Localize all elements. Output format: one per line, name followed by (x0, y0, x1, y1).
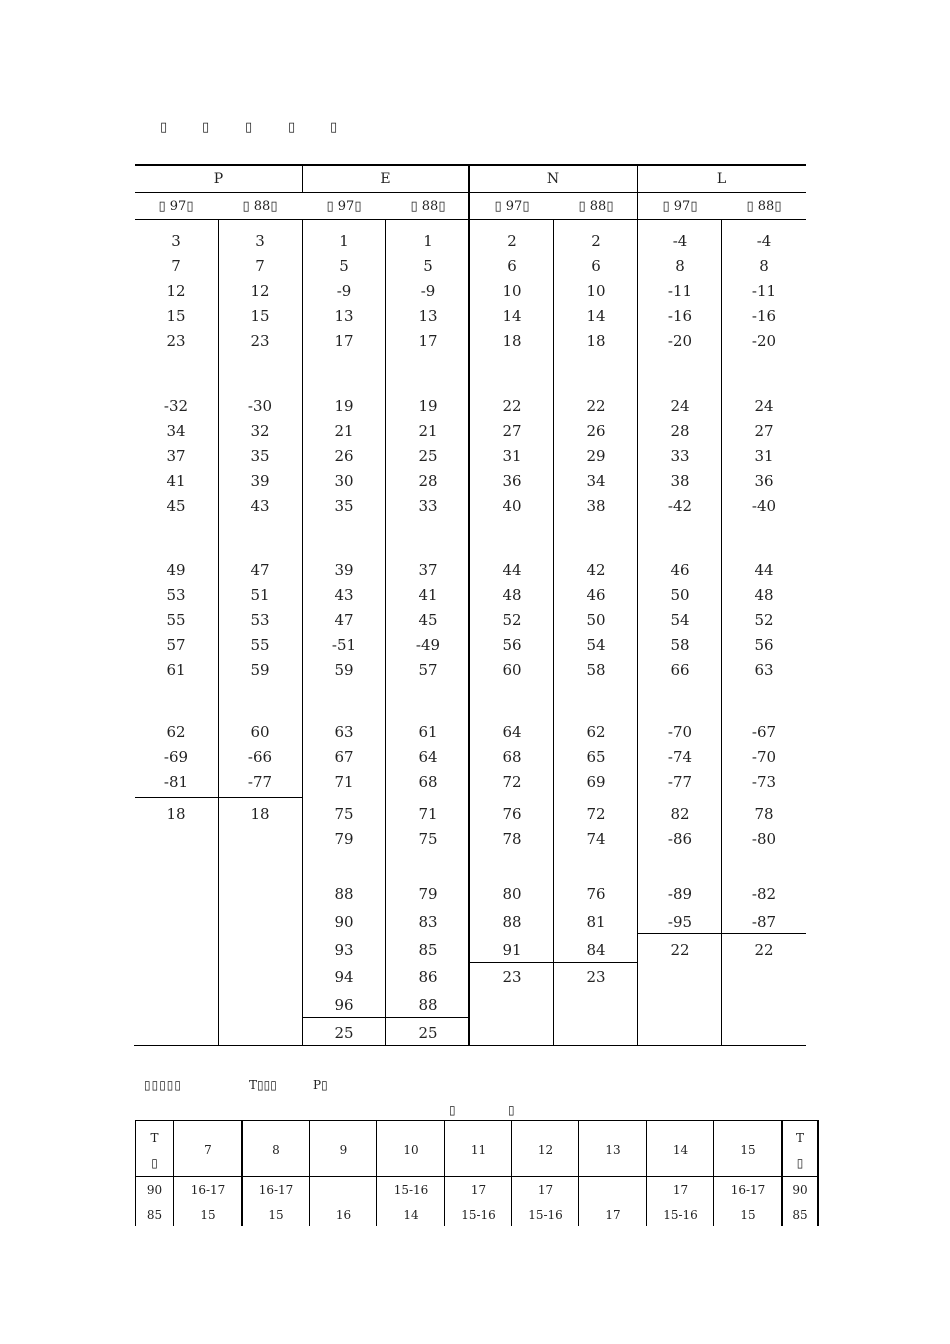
score-cell: 1 (339, 232, 349, 250)
score-cell: -51 (331, 636, 357, 654)
score-cell: 59 (334, 661, 354, 679)
total-cell: 22 (670, 941, 690, 959)
score-cell: 34 (586, 472, 606, 490)
row-t-value: 85 (146, 1208, 163, 1222)
table2-caption-t: T▯▯▯ (249, 1078, 277, 1092)
score-cell: 57 (166, 636, 186, 654)
score-cell: -42 (667, 497, 693, 515)
score-cell: 31 (502, 447, 522, 465)
score-cell: 79 (418, 885, 438, 903)
title-char: ▯ (288, 120, 296, 135)
total-cell: 18 (166, 805, 186, 823)
score-cell: 54 (670, 611, 690, 629)
score-cell: 38 (670, 472, 690, 490)
total-cell: 23 (586, 968, 606, 986)
score-cell: 68 (418, 773, 438, 791)
table2-right-rule (817, 1120, 819, 1226)
score-cell: 34 (166, 422, 186, 440)
score-cell: -11 (667, 282, 693, 300)
score-cell: -30 (247, 397, 273, 415)
score-cell: -77 (247, 773, 273, 791)
column-header: 8 (272, 1143, 280, 1157)
score-cell: 45 (418, 611, 438, 629)
score-cell: 72 (586, 805, 606, 823)
score-cell: 62 (586, 723, 606, 741)
column-header: 12 (537, 1143, 554, 1157)
score-cell: 41 (166, 472, 186, 490)
score-cell: -11 (751, 282, 777, 300)
norm-cell: 17 (470, 1183, 487, 1197)
score-cell: 47 (334, 611, 354, 629)
score-cell: 10 (586, 282, 606, 300)
score-cell: 8 (675, 257, 685, 275)
score-cell: 75 (334, 805, 354, 823)
score-cell: 10 (502, 282, 522, 300)
score-cell: 67 (334, 748, 354, 766)
score-cell: 55 (250, 636, 270, 654)
group-header-l: L (716, 171, 727, 187)
table2-top-rule (135, 1120, 818, 1121)
score-cell: 66 (670, 661, 690, 679)
norm-cell: 17 (605, 1208, 621, 1222)
score-cell: 19 (334, 397, 354, 415)
score-cell: 29 (586, 447, 606, 465)
score-cell: 81 (586, 913, 606, 931)
column-header: 10 (403, 1143, 419, 1157)
score-cell: 21 (418, 422, 438, 440)
norm-cell: 16-17 (190, 1183, 226, 1197)
score-cell: 51 (250, 586, 270, 604)
score-cell: 30 (334, 472, 354, 490)
table2-subcaption: ▯ (508, 1103, 515, 1117)
score-cell: 62 (166, 723, 186, 741)
score-cell: 35 (250, 447, 270, 465)
norm-cell: 15-16 (393, 1183, 429, 1197)
score-cell: 78 (502, 830, 522, 848)
score-cell: 88 (418, 996, 438, 1014)
score-cell: 75 (418, 830, 438, 848)
score-cell: 15 (166, 307, 186, 325)
score-cell: 32 (250, 422, 270, 440)
score-cell: 96 (334, 996, 354, 1014)
score-cell: 22 (586, 397, 606, 415)
score-cell: -9 (336, 282, 352, 300)
score-cell: 50 (670, 586, 690, 604)
score-cell: 53 (250, 611, 270, 629)
score-cell: 33 (670, 447, 690, 465)
score-cell: 28 (418, 472, 438, 490)
table-bottom-rule (134, 1045, 806, 1046)
score-cell: 26 (334, 447, 354, 465)
score-cell: 37 (418, 561, 438, 579)
table2-header-rule (135, 1176, 818, 1177)
score-cell: 79 (334, 830, 354, 848)
score-cell: -20 (667, 332, 693, 350)
column-header: 11 (470, 1143, 487, 1157)
column-header: 14 (672, 1143, 689, 1157)
column-rule (302, 166, 303, 192)
column-header: 13 (605, 1143, 621, 1157)
score-cell: 60 (502, 661, 522, 679)
score-cell: 2 (507, 232, 517, 250)
score-cell: -70 (751, 748, 777, 766)
norm-cell: 16-17 (730, 1183, 766, 1197)
score-cell: 55 (166, 611, 186, 629)
score-cell: 14 (586, 307, 606, 325)
score-cell: 25 (418, 447, 438, 465)
norm-cell: 16-17 (258, 1183, 294, 1197)
score-cell: 28 (670, 422, 690, 440)
row-t-value: 90 (146, 1183, 163, 1197)
score-cell: 46 (586, 586, 606, 604)
score-cell: 5 (339, 257, 349, 275)
score-cell: 88 (334, 885, 354, 903)
score-cell: 44 (754, 561, 774, 579)
column-header: 15 (740, 1143, 756, 1157)
score-cell: 17 (418, 332, 438, 350)
score-cell: 52 (502, 611, 522, 629)
score-cell: 83 (418, 913, 438, 931)
score-cell: 39 (250, 472, 270, 490)
subheader: ▯ 88▯ (578, 199, 614, 214)
header-t-bottom: ▯ (151, 1156, 158, 1170)
score-cell: -32 (163, 397, 189, 415)
score-cell: -4 (756, 232, 772, 250)
score-cell: 22 (502, 397, 522, 415)
norm-cell: 17 (672, 1183, 689, 1197)
score-cell: 19 (418, 397, 438, 415)
score-cell: -20 (751, 332, 777, 350)
score-cell: 12 (166, 282, 186, 300)
column-header: 7 (204, 1143, 212, 1157)
score-cell: 23 (250, 332, 270, 350)
norm-cell: 15-16 (528, 1208, 563, 1222)
score-cell: 33 (418, 497, 438, 515)
score-cell: -4 (672, 232, 688, 250)
norm-cell: 14 (403, 1208, 419, 1222)
score-cell: 37 (166, 447, 186, 465)
score-cell: -9 (420, 282, 436, 300)
score-cell: 71 (418, 805, 438, 823)
subheader: ▯ 97▯ (494, 199, 530, 214)
score-cell: 88 (502, 913, 522, 931)
score-cell: 18 (586, 332, 606, 350)
score-cell: -16 (667, 307, 693, 325)
score-cell: 14 (502, 307, 522, 325)
score-cell: 56 (754, 636, 774, 654)
score-cell: 17 (334, 332, 354, 350)
score-cell: 18 (502, 332, 522, 350)
norm-cell: 15 (268, 1208, 284, 1222)
group-header-n: N (546, 171, 560, 187)
subheader: ▯ 88▯ (746, 199, 782, 214)
column-header: 9 (339, 1143, 348, 1157)
score-cell: 36 (502, 472, 522, 490)
score-cell: 64 (502, 723, 522, 741)
score-cell: -95 (667, 913, 693, 931)
score-cell: -69 (163, 748, 189, 766)
score-cell: 38 (586, 497, 606, 515)
header-t2-top: T (795, 1131, 804, 1145)
score-cell: -74 (667, 748, 693, 766)
title-char: ▯ (160, 120, 168, 135)
total-cell: 25 (334, 1024, 354, 1042)
score-cell: 31 (754, 447, 774, 465)
group-header-p: P (213, 171, 224, 187)
score-cell: 24 (670, 397, 690, 415)
score-cell: 85 (418, 941, 438, 959)
score-cell: 78 (754, 805, 774, 823)
score-cell: 3 (171, 232, 181, 250)
total-rule-e (302, 1017, 468, 1018)
score-cell: -87 (751, 913, 777, 931)
score-cell: 12 (250, 282, 270, 300)
score-cell: 39 (334, 561, 354, 579)
score-cell: -89 (667, 885, 693, 903)
score-cell: -81 (163, 773, 189, 791)
score-cell: 72 (502, 773, 522, 791)
score-cell: 8 (759, 257, 769, 275)
norm-cell: 16 (335, 1208, 352, 1222)
row-t2-value: 90 (792, 1183, 808, 1197)
norm-cell: 15-16 (461, 1208, 496, 1222)
total-rule-p (135, 797, 302, 798)
score-cell: 69 (586, 773, 606, 791)
score-cell: 74 (586, 830, 606, 848)
score-cell: 27 (754, 422, 774, 440)
score-cell: 64 (418, 748, 438, 766)
score-cell: 52 (754, 611, 774, 629)
norm-cell: 17 (537, 1183, 554, 1197)
score-cell: 68 (502, 748, 522, 766)
score-cell: 48 (754, 586, 774, 604)
table2-caption-p: P▯ (313, 1078, 328, 1092)
score-cell: -70 (667, 723, 693, 741)
total-cell: 18 (250, 805, 270, 823)
score-cell: 59 (250, 661, 270, 679)
title-char: ▯ (202, 120, 210, 135)
score-cell: 44 (502, 561, 522, 579)
score-cell: 90 (334, 913, 354, 931)
score-cell: 80 (502, 885, 522, 903)
score-cell: 93 (334, 941, 354, 959)
score-cell: -77 (667, 773, 693, 791)
score-cell: -73 (751, 773, 777, 791)
score-cell: 27 (502, 422, 522, 440)
score-cell: 76 (502, 805, 522, 823)
score-cell: 47 (250, 561, 270, 579)
score-cell: 48 (502, 586, 522, 604)
score-cell: -49 (415, 636, 441, 654)
norm-cell: 15 (200, 1208, 216, 1222)
score-cell: 76 (586, 885, 606, 903)
score-cell: 58 (670, 636, 690, 654)
score-cell: 21 (334, 422, 354, 440)
subheader: ▯ 88▯ (242, 199, 278, 214)
title-char: ▯ (245, 120, 253, 135)
subheader: ▯ 97▯ (326, 199, 362, 214)
score-cell: 54 (586, 636, 606, 654)
score-cell: 53 (166, 586, 186, 604)
group-header-e: E (380, 171, 391, 187)
score-cell: 57 (418, 661, 438, 679)
score-cell: 26 (586, 422, 606, 440)
score-cell: 7 (171, 257, 181, 275)
score-cell: 2 (591, 232, 601, 250)
score-cell: 23 (166, 332, 186, 350)
score-cell: -80 (751, 830, 777, 848)
total-rule-n (470, 962, 637, 963)
score-cell: -67 (751, 723, 777, 741)
score-cell: -16 (751, 307, 777, 325)
subheader: ▯ 97▯ (158, 199, 194, 214)
score-cell: 61 (418, 723, 438, 741)
score-cell: 40 (502, 497, 522, 515)
score-cell: 46 (670, 561, 690, 579)
score-cell: 3 (255, 232, 265, 250)
score-cell: 56 (502, 636, 522, 654)
group-header-rule (135, 192, 806, 193)
score-cell: 24 (754, 397, 774, 415)
table2-subcaption: ▯ (449, 1103, 456, 1117)
score-cell: 43 (334, 586, 354, 604)
score-cell: 6 (507, 257, 517, 275)
score-cell: 71 (334, 773, 354, 791)
score-cell: 35 (334, 497, 354, 515)
score-cell: -66 (247, 748, 273, 766)
score-cell: 94 (334, 968, 354, 986)
score-cell: 6 (591, 257, 601, 275)
score-cell: 58 (586, 661, 606, 679)
score-cell: 5 (423, 257, 433, 275)
subheader: ▯ 97▯ (662, 199, 698, 214)
score-cell: 15 (250, 307, 270, 325)
score-cell: 42 (586, 561, 606, 579)
score-cell: 61 (166, 661, 186, 679)
score-cell: 49 (166, 561, 186, 579)
norm-cell: 15-16 (663, 1208, 698, 1222)
subheader-rule (135, 219, 806, 220)
total-rule-l (638, 933, 806, 934)
total-cell: 22 (754, 941, 774, 959)
score-cell: 1 (423, 232, 433, 250)
score-cell: 43 (250, 497, 270, 515)
score-cell: 50 (586, 611, 606, 629)
score-cell: 13 (334, 307, 354, 325)
score-cell: 82 (670, 805, 690, 823)
score-cell: 13 (418, 307, 438, 325)
score-cell: 84 (586, 941, 606, 959)
score-cell: 36 (754, 472, 774, 490)
score-cell: 41 (418, 586, 438, 604)
row-t2-value: 85 (792, 1208, 808, 1222)
title-char: ▯ (330, 120, 338, 135)
header-t2-bottom: ▯ (796, 1156, 804, 1170)
total-cell: 23 (502, 968, 522, 986)
score-cell: 86 (418, 968, 438, 986)
norm-cell: 15 (740, 1208, 756, 1222)
score-cell: -82 (751, 885, 777, 903)
header-t-top: T (150, 1131, 159, 1145)
score-cell: 91 (502, 941, 522, 959)
table2-caption: ▯▯▯▯▯ (144, 1078, 183, 1092)
score-cell: 63 (334, 723, 354, 741)
score-cell: 65 (586, 748, 606, 766)
score-cell: 7 (255, 257, 265, 275)
score-cell: -86 (667, 830, 693, 848)
score-cell: 45 (166, 497, 186, 515)
score-cell: -40 (751, 497, 777, 515)
score-cell: 60 (250, 723, 270, 741)
table-top-rule (135, 164, 806, 166)
total-cell: 25 (418, 1024, 438, 1042)
score-cell: 63 (754, 661, 774, 679)
subheader: ▯ 88▯ (410, 199, 446, 214)
